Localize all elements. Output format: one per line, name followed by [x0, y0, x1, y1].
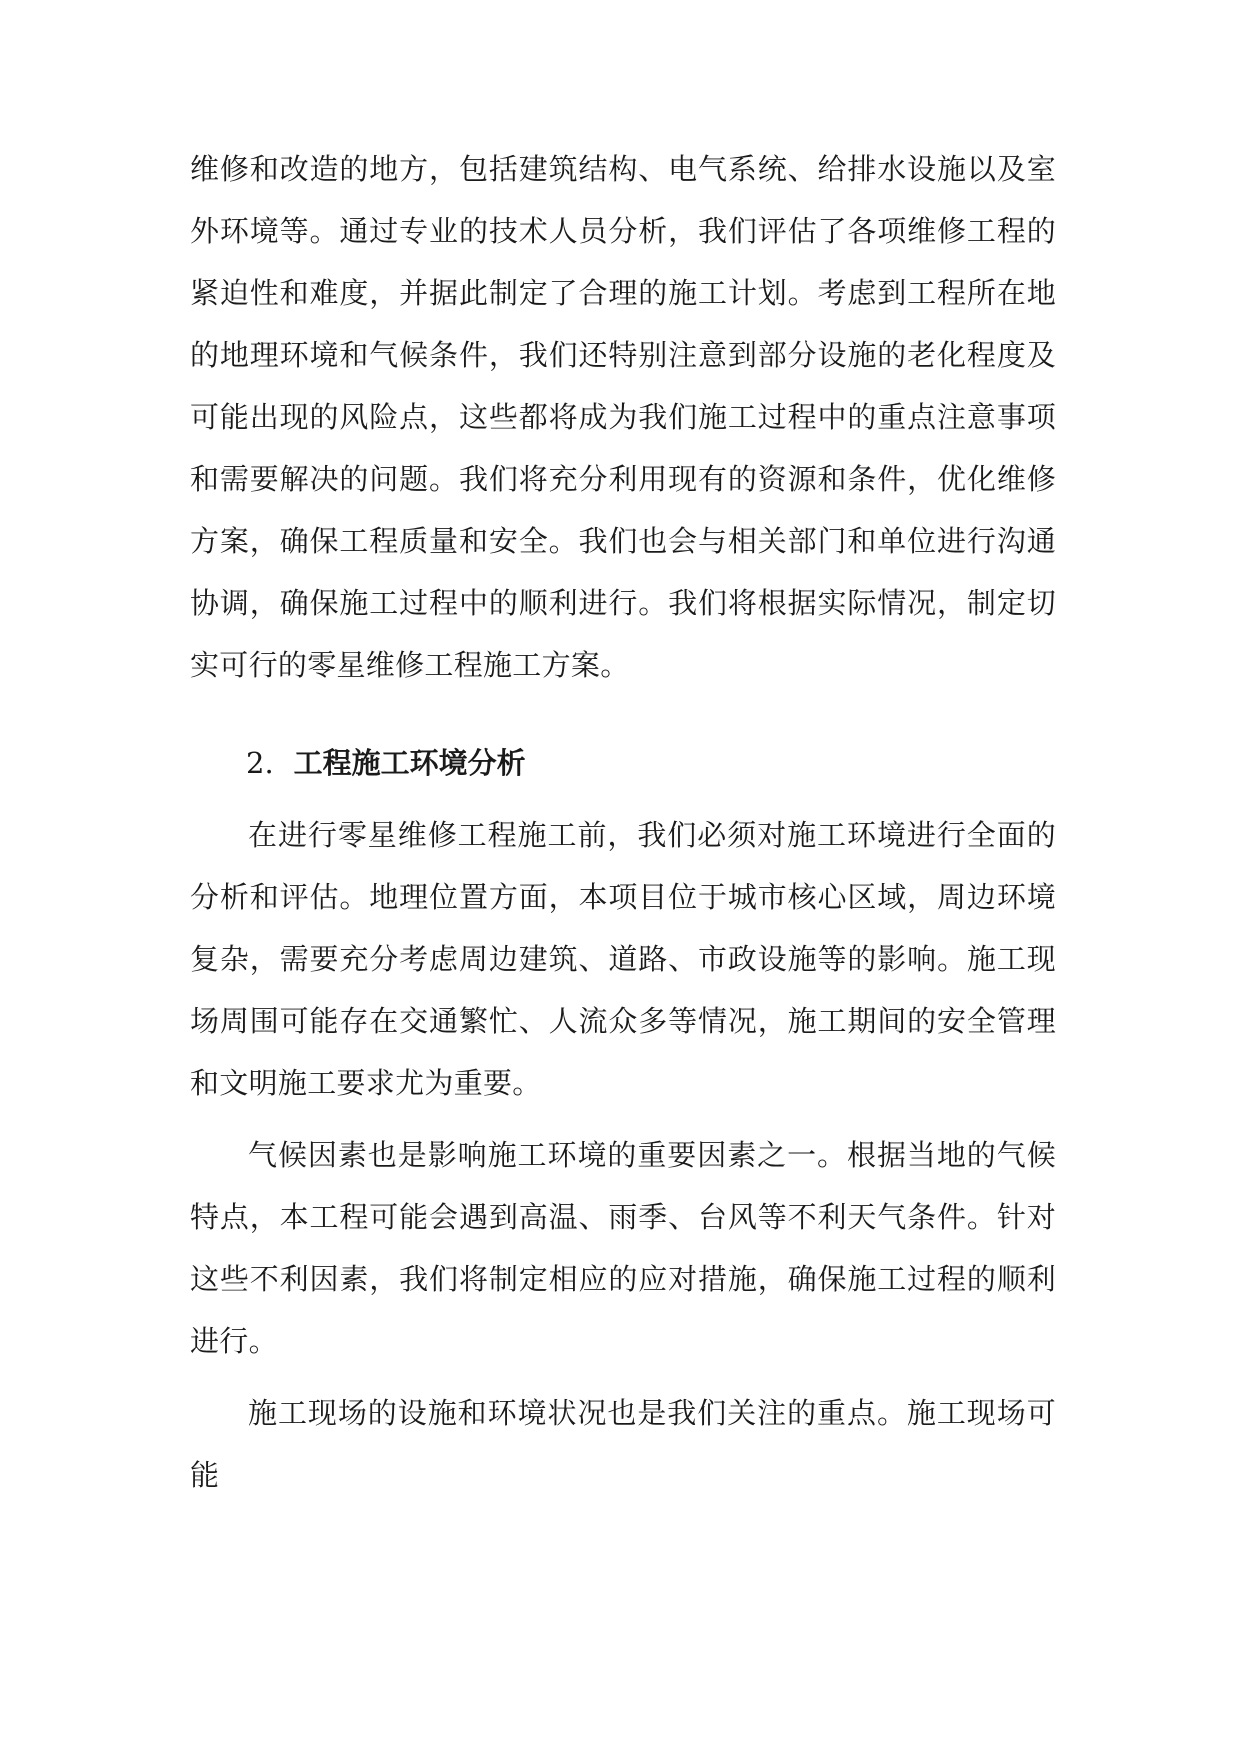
body-paragraph: 气候因素也是影响施工环境的重要因素之一。根据当地的气候特点，本工程可能会遇到高温、雨季、台风等不利天气条件。针对这些不利因素，我们将制定相应的应对措施，确保施工过程的顺利进行。: [190, 1138, 1056, 1358]
section-heading: [190, 732, 1056, 794]
body-paragraph-continued: 维修和改造的地方，包括建筑结构、电气系统、给排水设施以及室外环境等。通过专业的技术人员分析，我们评估了各项维修工程的紧迫性和难度，并据此制定了合理的施工计划。考虑到工程所在地的地理环境和气候条件，我们还特别注意到部分设施的老化程度及可能出现的风险点，这些都将成为我们施工过程中的重点注意事项和需要解决的问题。我们将充分利用现有的资源和条件，优化维修方案，确保工程质量和安全。我们也会与相关部门和单位进行沟通协调，确保施工过程中的顺利进行。我们将根据实际情况，制定切实可行的零星维修工程施工方案。: [190, 152, 1056, 682]
body-paragraph: 施工现场的设施和环境状况也是我们关注的重点。施工现场可能: [190, 1396, 1056, 1492]
section-title: 工程施工环境分析: [293, 746, 526, 780]
section-number: 2.: [246, 746, 274, 780]
document-page: [190, 138, 1056, 1506]
body-paragraph: 在进行零星维修工程施工前，我们必须对施工环境进行全面的分析和评估。地理位置方面，本项目位于城市核心区域，周边环境复杂，需要充分考虑周边建筑、道路、市政设施等的影响。施工现场周围可能存在交通繁忙、人流众多等情况，施工期间的安全管理和文明施工要求尤为重要。: [190, 818, 1056, 1100]
